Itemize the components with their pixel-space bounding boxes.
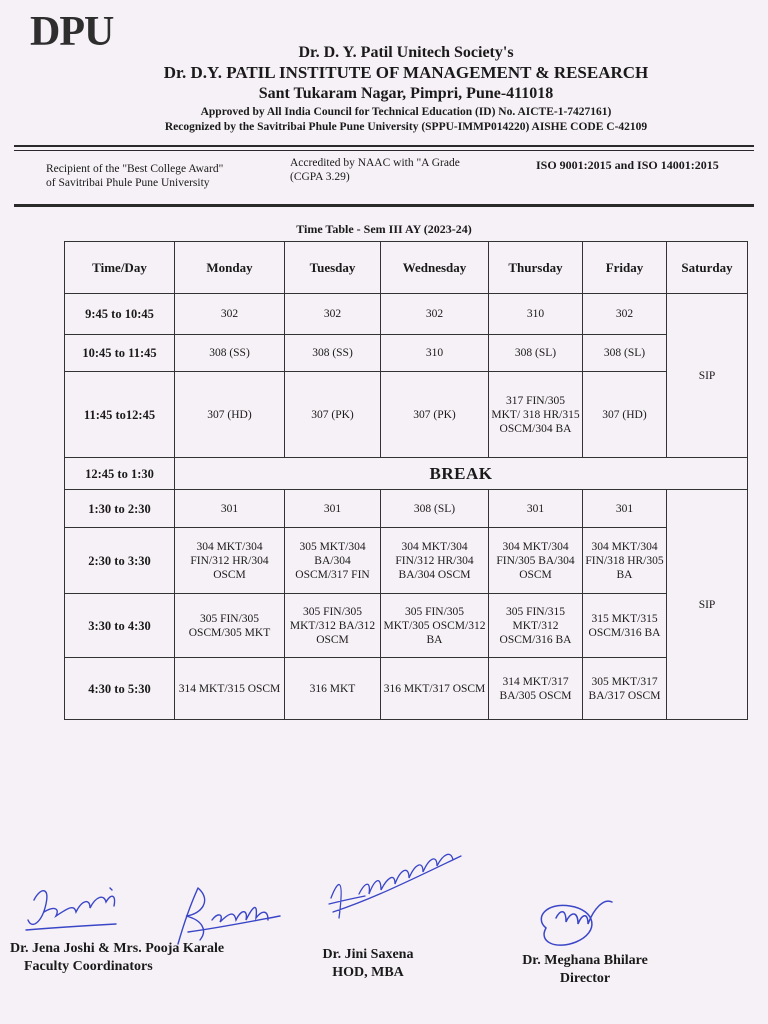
column-header: Thursday [489,242,583,294]
room-cell: 314 MKT/317 BA/305 OSCM [489,658,583,720]
table-row [65,294,748,335]
signature-meghana-bhilare [526,888,622,954]
room-cell: 304 MKT/304 FIN/305 BA/304 OSCM [489,528,583,594]
break-cell: BREAK [175,458,748,490]
room-cell: 308 (SL) [489,335,583,372]
approval-line: Approved by All India Council for Technical Education (ID) No. AICTE-1-7427161) [200,106,612,118]
time-cell: 11:45 to12:45 [65,372,175,458]
room-cell: 304 MKT/304 FIN/312 HR/304 BA/304 OSCM [381,528,489,594]
room-cell: 307 (HD) [175,372,285,458]
naac-line: (CGPA 3.29) [290,171,350,183]
time-cell: 10:45 to 11:45 [65,335,175,372]
hod-name: Dr. Jini Saxena [322,947,414,962]
room-cell: 305 FIN/305 MKT/312 BA/312 OSCM [285,594,381,658]
room-cell: 307 (HD) [583,372,667,458]
room-cell: 305 FIN/305 OSCM/305 MKT [175,594,285,658]
institute-address: Sant Tukaram Nagar, Pimpri, Pune-411018 [258,85,554,102]
institute-name: Dr. D.Y. PATIL INSTITUTE OF MANAGEMENT & RESEARCH [163,63,649,82]
coordinators-title: Faculty Coordinators [24,959,153,974]
saturday-sip-cell: SIP [667,490,748,720]
room-cell: 317 FIN/305 MKT/ 318 HR/315 OSCM/304 BA [489,372,583,458]
time-cell: 2:30 to 3:30 [65,528,175,594]
room-cell: 301 [175,490,285,528]
room-cell: 302 [381,294,489,335]
room-cell: 307 (PK) [381,372,489,458]
room-cell: 302 [583,294,667,335]
room-cell: 301 [489,490,583,528]
column-header: Wednesday [381,242,489,294]
table-row [65,490,748,528]
room-cell: 314 MKT/315 OSCM [175,658,285,720]
naac-info [290,156,460,184]
room-cell: 316 MKT/317 OSCM [381,658,489,720]
room-cell: 301 [583,490,667,528]
time-cell: 9:45 to 10:45 [65,294,175,335]
room-cell: 302 [175,294,285,335]
iso-info: ISO 9001:2015 and ISO 14001:2015 [536,158,719,172]
director-signature-block [500,952,670,988]
room-cell: 304 MKT/304 FIN/312 HR/304 OSCM [175,528,285,594]
room-cell: 310 [381,335,489,372]
time-cell: 1:30 to 2:30 [65,490,175,528]
column-header: Time/Day [65,242,175,294]
award-line: Recipient of the "Best College Award" [46,163,224,175]
header-rule-thin [14,150,754,151]
room-cell: 301 [285,490,381,528]
room-cell: 316 MKT [285,658,381,720]
column-header: Saturday [667,242,748,294]
room-cell: 305 FIN/315 MKT/312 OSCM/316 BA [489,594,583,658]
naac-line: Accredited by NAAC with "A Grade [290,157,460,169]
break-row [65,458,748,490]
room-cell: 304 MKT/304 FIN/318 HR/305 BA [583,528,667,594]
award-info [46,162,223,190]
society-name: Dr. D. Y. Patil Unitech Society's [298,44,514,61]
room-cell: 315 MKT/315 OSCM/316 BA [583,594,667,658]
dpu-logo: DPU [30,9,114,55]
award-line: of Savitribai Phule Pune University [46,177,210,189]
room-cell: 310 [489,294,583,335]
column-header: Tuesday [285,242,381,294]
table-row [65,335,748,372]
hod-signature-block [298,946,438,982]
room-cell: 305 MKT/317 BA/317 OSCM [583,658,667,720]
timetable-title: Time Table - Sem III AY (2023-24) [296,222,472,236]
table-row [65,372,748,458]
header-rule [14,145,754,147]
table-header-row [65,242,748,294]
time-cell: 4:30 to 5:30 [65,658,175,720]
coordinators-name: Dr. Jena Joshi & Mrs. Pooja Karale [10,941,225,956]
time-cell: 3:30 to 4:30 [65,594,175,658]
room-cell: 305 FIN/305 MKT/305 OSCM/312 BA [381,594,489,658]
table-row [65,528,748,594]
recognition-line: Recognized by the Savitribai Phule Pune University (SPPU-IMMP014220) AISHE CODE C-42109 [164,121,648,133]
director-title: Director [559,971,611,986]
table-row [65,594,748,658]
section-rule [14,204,754,207]
table-row [65,658,748,720]
room-cell: 308 (SS) [175,335,285,372]
room-cell: 308 (SL) [583,335,667,372]
column-header: Friday [583,242,667,294]
director-name: Dr. Meghana Bhilare [522,953,648,968]
signature-jini-saxena [325,838,465,928]
time-cell: 12:45 to 1:30 [65,458,175,490]
timetable [64,241,748,720]
room-cell: 305 MKT/304 BA/304 OSCM/317 FIN [285,528,381,594]
hod-title: HOD, MBA [332,965,404,980]
column-header: Monday [175,242,285,294]
room-cell: 302 [285,294,381,335]
room-cell: 308 (SL) [381,490,489,528]
room-cell: 308 (SS) [285,335,381,372]
saturday-sip-cell: SIP [667,294,748,458]
coordinators-signature-block [10,940,280,976]
signature-jena-joshi [20,878,130,940]
room-cell: 307 (PK) [285,372,381,458]
